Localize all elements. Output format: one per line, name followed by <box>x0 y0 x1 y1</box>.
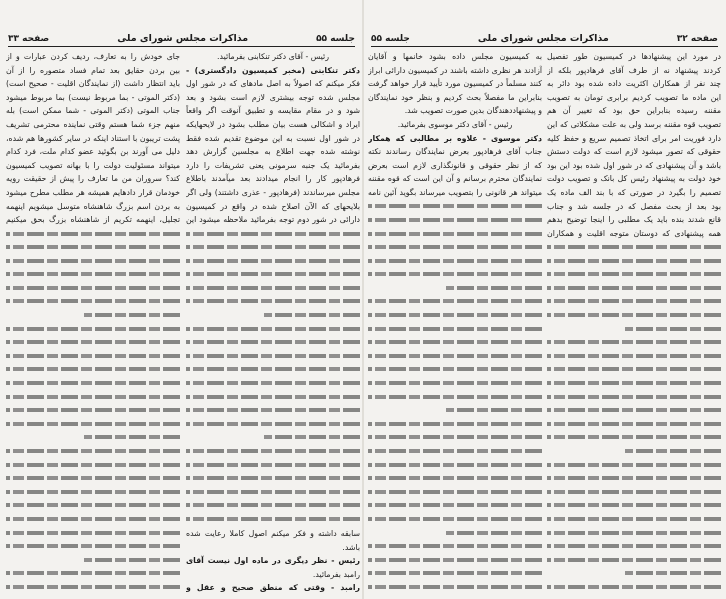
scanned-text-line <box>368 580 542 594</box>
text-line: بین بردن حقایق بعد تمام فساد متصوره را از آن <box>6 65 180 75</box>
scanned-text-line <box>547 281 721 295</box>
scanned-text-line <box>368 444 542 458</box>
scanned-text-line <box>6 403 180 417</box>
text-line: دلیل می آورند بن بگوئید عضو کدام ملت، فرد کدام <box>6 147 180 157</box>
scanned-text-line <box>368 431 542 445</box>
text-line: جناب الموتی (دکتر الموتی - شما ممکن است) بله <box>6 106 180 116</box>
scanned-text-line <box>186 499 360 513</box>
scanned-text-line <box>547 363 721 377</box>
text-line: دارائی در شور دوم توجه بفرمائید ملاحظه میشود این <box>186 215 360 225</box>
text-column <box>368 50 542 595</box>
scanned-text-line <box>368 363 542 377</box>
scanned-text-line <box>186 485 360 499</box>
scanned-text-line <box>6 431 180 445</box>
text-line: بنابراین ما مفصلاً بحث کردیم و بنظر خود نمایندگان <box>368 92 542 102</box>
illegible-text-block <box>368 200 542 595</box>
text-column <box>547 50 721 595</box>
text-line: جناب آقای فرهادپور بعرض نمایندگان رساندند نکته <box>368 147 542 157</box>
scanned-text-line <box>547 240 721 254</box>
speaker-line: دکتر تنکابنی (مخبر کمیسیون دادگستری) - <box>186 65 360 75</box>
scanned-text-line <box>186 349 360 363</box>
scanned-text-line <box>368 499 542 513</box>
scanned-text-line <box>547 403 721 417</box>
scanned-text-line <box>6 295 180 309</box>
text-line: خود دولت به پیشنهاد رئیس کل بانک و تصویب دولت <box>547 174 721 184</box>
scanned-text-line <box>368 335 542 349</box>
scanned-text-line <box>186 471 360 485</box>
scanned-text-line <box>547 553 721 567</box>
scanned-text-line <box>6 254 180 268</box>
scanned-text-line <box>368 322 542 336</box>
page-32 <box>363 0 726 599</box>
text-line: میتواند مسئولیت دولت را با بهانه تصویب کمیسیون <box>6 160 180 170</box>
text-line: و پیشنهاددهندگان بدین صورت تصویب شد. <box>404 106 542 116</box>
scanned-text-line <box>186 376 360 390</box>
text-line: تجلیل، اینهمه تکریم از شاهنشاه بزرگ بحق میکنیم <box>6 215 180 225</box>
text-line: مجلس میرساندند (فرهادپور - عذری داشتند) ولی اگر <box>186 187 360 197</box>
text-line: رئیس - آقای دکتر تنکابنی بفرمائید. <box>217 52 329 61</box>
scanned-text-line <box>368 376 542 390</box>
scanned-text-line <box>186 308 360 322</box>
text-line: تصمیم را بگیرد در صورتی که با بند الف ماده یک <box>547 187 721 197</box>
text-column <box>6 50 180 595</box>
scanned-text-line <box>547 268 721 282</box>
scanned-text-line <box>6 268 180 282</box>
text-line: رئیس - آقای دکتر موسوی بفرمائید. <box>397 119 513 129</box>
scanned-text-line <box>186 363 360 377</box>
text-line: منهم جزء شما هستم وقتی نماینده محترمی تشریف <box>6 119 180 129</box>
scanned-text-line <box>186 390 360 404</box>
text-line: که از نظر حقوقی و قانونگذاری لازم است بعرض <box>368 160 542 170</box>
scanned-text-line <box>547 526 721 540</box>
scanned-text-line <box>368 268 542 282</box>
scanned-text-line <box>186 444 360 458</box>
text-line: تصویب قوه مقننه برسد ولی به علت مشکلاتی که این <box>547 119 721 129</box>
scanned-text-line <box>547 322 721 336</box>
scanned-text-line <box>6 227 180 241</box>
text-line: کنند مسلماً در کمیسیون مورد تأیید قرار خواهد گرفت <box>368 79 542 89</box>
scanned-text-line <box>186 254 360 268</box>
scanned-text-line <box>6 458 180 472</box>
scanned-text-line <box>547 567 721 581</box>
text-line: در شور اول نسبت به این موضوع تقدیم شده فقط <box>186 133 360 143</box>
scanned-text-line <box>368 213 542 227</box>
scanned-text-line <box>6 580 180 594</box>
scanned-text-line <box>186 281 360 295</box>
scanned-text-line <box>547 458 721 472</box>
scanned-text-line <box>186 322 360 336</box>
scanned-text-line <box>368 227 542 241</box>
text-line: فکر میکنم که اصولاً به اصل مادهای که در شور اول <box>186 79 360 89</box>
running-title: مذاکرات مجلس شورای ملی <box>477 33 609 44</box>
page-number: صفحه ۳۲ <box>676 34 718 44</box>
scanned-text-line <box>368 458 542 472</box>
text-line: کردند پیشنهاد نه از طرف آقای فرهادپور بلکه از <box>547 65 721 75</box>
running-title: مذاکرات مجلس شورای ملی <box>117 33 249 44</box>
scanned-text-line <box>547 539 721 553</box>
scanned-text-line <box>547 390 721 404</box>
scanned-text-line <box>6 349 180 363</box>
scanned-text-line <box>547 471 721 485</box>
scanned-text-line <box>6 240 180 254</box>
scanned-text-line <box>547 295 721 309</box>
speaker-line: دکتر موسوی - علاوه بر مطالبی که همکار <box>368 133 542 143</box>
scanned-text-line <box>368 567 542 581</box>
scanned-text-line <box>6 335 180 349</box>
scanned-text-line <box>368 254 542 268</box>
scanned-text-line <box>547 431 721 445</box>
page-header <box>371 30 718 47</box>
scanned-text-line <box>368 295 542 309</box>
illegible-text-block <box>6 227 180 595</box>
text-line: بود بعد از بحث مفصل که در جلسه شد و جناب <box>547 201 721 211</box>
text-line: ایراد و اشکالی هست بیان مطلب بشود در لایحهایکه <box>186 119 360 129</box>
scanned-text-line <box>6 322 180 336</box>
scanned-text-line <box>368 471 542 485</box>
scanned-text-line <box>547 376 721 390</box>
text-line: میتواند هر قانونی را بتصویب میرساند بگوید آئین نامه <box>368 187 542 197</box>
text-line: سابقه داشته و فکر میکنم اصول کاملا رعایت شده <box>186 529 360 539</box>
scanned-text-line <box>547 254 721 268</box>
text-line: چند نفر از همکاران اکثریت داده شده بود دائر به <box>547 79 721 89</box>
speaker-line: رئیس - نظر دیگری در ماده اول نیست آقای <box>186 556 360 566</box>
scanned-text-line <box>186 268 360 282</box>
scanned-text-line <box>547 580 721 594</box>
scanned-text-line <box>186 431 360 445</box>
text-line: رامبد بفرمائید. <box>312 569 360 579</box>
speaker-line: رامبد - وقتی که منطق صحیح و عقل و <box>186 583 360 593</box>
text-line: به بردن اسم بزرگ شاهنشاه متوسل میشویم اینهمه <box>6 201 180 211</box>
text-line: باشد. <box>342 542 360 552</box>
illegible-text-block <box>547 240 721 595</box>
scanned-text-line <box>186 227 360 241</box>
scanned-text-line <box>368 240 542 254</box>
illegible-text-block <box>186 227 360 527</box>
text-line: فرهادپور کار را انجام میدادند بعد میآمدند باطلاع <box>186 174 360 184</box>
scanned-text-line <box>368 390 542 404</box>
scanned-text-line <box>368 417 542 431</box>
text-line: کند؟ سروران من ما تعارف را پیش از حقیقت رویه <box>6 174 180 184</box>
text-line: باید انتظار داشت (از نمایندگان اقلیت - صحیح است) <box>6 79 180 89</box>
scanned-text-line <box>6 526 180 540</box>
scanned-text-line <box>368 349 542 363</box>
text-line: خودمان قرار دادهایم همیشه هر مطلب مطرح میشود <box>6 187 180 197</box>
scanned-text-line <box>6 512 180 526</box>
scanned-text-line <box>368 403 542 417</box>
scanned-text-line <box>368 553 542 567</box>
page-header <box>8 30 355 47</box>
scanned-text-line <box>547 444 721 458</box>
text-line: باشد و آن پیشنهادی که در شور اول شده بود این بود <box>547 160 721 170</box>
text-line: نوشته شده جهت اطلاع به مجلسین گزارش دهد <box>186 147 360 157</box>
text-line: دارد فوریت امر برای اتخاذ تصمیم سریع و حفظ کلیه <box>547 133 721 143</box>
text-line: حقوقی که تصور میشود لازم است که دولت دستش <box>547 147 721 157</box>
scanned-text-line <box>368 308 542 322</box>
scanned-text-line <box>6 444 180 458</box>
page-number: صفحه ۳۳ <box>8 34 50 44</box>
scanned-text-line <box>6 417 180 431</box>
scanned-text-line <box>186 458 360 472</box>
scanned-text-line <box>6 567 180 581</box>
scanned-text-line <box>368 512 542 526</box>
scanned-text-line <box>6 376 180 390</box>
scanned-text-line <box>186 512 360 526</box>
text-line: در مورد این پیشنهادها در کمیسیون طور تفصیل <box>547 52 721 61</box>
scanned-text-line <box>6 281 180 295</box>
text-line: مجلس شده توجه بیشتری لازم است بشود و بعد <box>186 92 360 102</box>
scanned-text-line <box>6 308 180 322</box>
text-line: همه پیشنهادی که دوستان متوجه اقلیت و همکاران <box>547 228 721 238</box>
scanned-text-line <box>6 539 180 553</box>
scanned-text-line <box>547 485 721 499</box>
session-number: جلسه ۵۵ <box>371 34 410 44</box>
scanned-text-line <box>186 417 360 431</box>
session-number: جلسه ۵۵ <box>316 34 355 44</box>
text-line: بلایحهای که الآن اصلاح شده در واقع در کمیسیون <box>186 201 360 211</box>
scanned-text-line <box>6 485 180 499</box>
text-line: شود و در مقام مقایسه و تطبیق آنوقت اگر واقعاً <box>186 106 360 116</box>
text-line: نمایندگان محترم برسانم و آن این است که قوه مقننه <box>368 174 542 184</box>
scanned-text-line <box>547 335 721 349</box>
text-line: به کمیسیون مجلس داده بشود خانمها و آقایان <box>368 52 542 61</box>
scanned-text-line <box>368 485 542 499</box>
text-line: آزادند هر نظری داشته باشند در کمیسیون دارائی ابراز <box>368 65 542 75</box>
scanned-text-line <box>547 512 721 526</box>
scanned-text-line <box>547 499 721 513</box>
scanned-text-line <box>186 403 360 417</box>
text-column <box>186 50 360 595</box>
text-line: بفرمائید یک جنبه سرمونی یعنی تشریفات را دارد <box>186 160 360 170</box>
scanned-text-line <box>368 526 542 540</box>
text-line: جای خودش را به تعارف، ردیف کردن عبارات و از <box>6 52 180 61</box>
scanned-text-line <box>547 417 721 431</box>
scanned-text-line <box>368 281 542 295</box>
scanned-text-line <box>6 499 180 513</box>
scanned-text-line <box>368 200 542 214</box>
text-line: این ماده ما تصویب کردیم برابری تومان به تصویب <box>547 92 721 102</box>
text-line: مقننه رسیده بنابراین حق بود که تغییر آن هم <box>547 106 721 116</box>
scanned-text-line <box>186 295 360 309</box>
scanned-text-line <box>6 471 180 485</box>
scanned-text-line <box>547 349 721 363</box>
text-line: (دکتر الموتی - بما مربوط نیست) بما مربوط میشود <box>6 92 180 102</box>
scanned-text-line <box>6 363 180 377</box>
scanned-text-line <box>6 390 180 404</box>
scanned-text-line <box>368 539 542 553</box>
scanned-text-line <box>547 308 721 322</box>
text-line: قانع شدند بنده باید یک مطلبی را اینجا توضیح بدهم <box>547 215 721 225</box>
scanned-text-line <box>186 240 360 254</box>
text-line: پشت تریبون با استناد اینکه در سایر کشورها هم شده، <box>6 133 180 143</box>
scanned-text-line <box>6 553 180 567</box>
scanned-text-line <box>186 335 360 349</box>
